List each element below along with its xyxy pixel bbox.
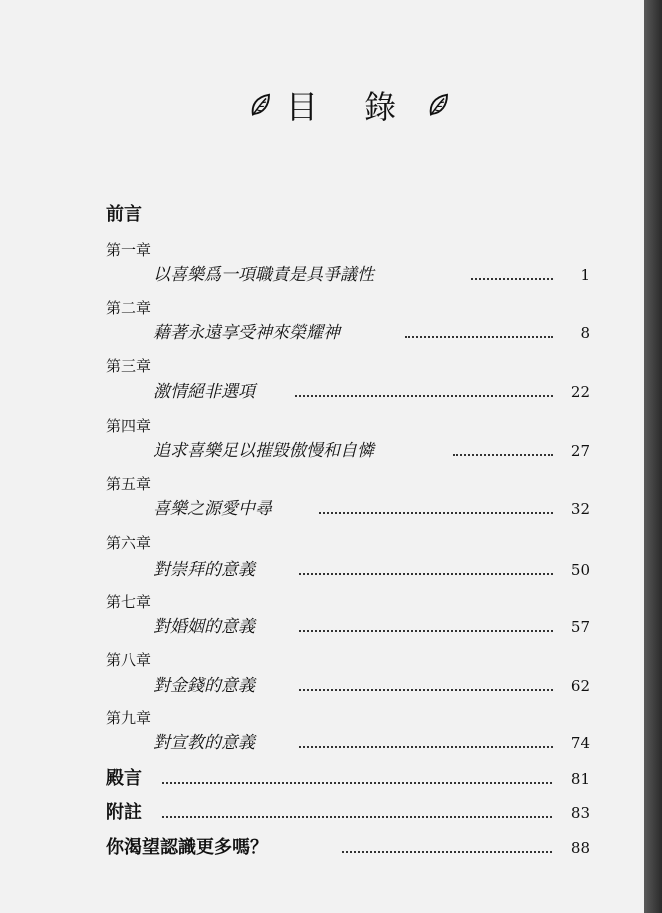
dot-leader — [299, 573, 553, 575]
toc-title-text: 目 錄 — [285, 88, 415, 126]
page-number: 8 — [580, 324, 590, 342]
page-number: 27 — [570, 442, 590, 460]
dot-leader — [162, 816, 552, 818]
page-number: 62 — [570, 677, 590, 695]
dot-leader — [319, 512, 553, 514]
page-number: 88 — [570, 839, 590, 857]
dot-leader — [453, 454, 553, 456]
toc-entry-chapter-2[interactable] — [153, 321, 590, 345]
chapter-title: 對婚姻的意義 — [153, 617, 255, 637]
leaf-icon — [250, 88, 272, 122]
chapter-label: 第二章 — [106, 299, 152, 317]
chapter-title: 激情絕非選項 — [153, 382, 255, 402]
toc-entry-chapter-1[interactable] — [153, 263, 590, 287]
chapter-title: 喜樂之源愛中尋 — [153, 499, 272, 519]
dot-leader — [162, 782, 552, 784]
chapter-title: 以喜樂爲一項職責是具爭議性 — [153, 265, 374, 285]
chapter-title: 追求喜樂足以摧毀傲慢和自憐 — [153, 441, 374, 461]
chapter-label: 第三章 — [106, 357, 152, 375]
toc-entry-epilogue[interactable] — [106, 767, 590, 791]
chapter-label: 第四章 — [106, 417, 152, 435]
page-number: 1 — [580, 266, 590, 284]
toc-entry-chapter-7[interactable] — [153, 615, 590, 639]
page-number: 50 — [570, 561, 590, 579]
chapter-title: 對宣教的意義 — [153, 733, 255, 753]
dot-leader — [295, 395, 553, 397]
page-number: 22 — [570, 383, 590, 401]
dot-leader — [405, 336, 553, 338]
page-number: 32 — [570, 500, 590, 518]
dot-leader — [299, 630, 553, 632]
toc-entry-chapter-4[interactable] — [153, 439, 590, 463]
page-number: 57 — [570, 618, 590, 636]
dot-leader — [342, 851, 552, 853]
dot-leader — [299, 746, 553, 748]
chapter-title: 對崇拜的意義 — [153, 560, 255, 580]
chapter-title: 藉著永遠享受神來榮耀神 — [153, 323, 340, 343]
entry-title: 附註 — [106, 802, 142, 823]
chapter-label: 第九章 — [106, 709, 152, 727]
page-edge-shadow — [644, 0, 662, 913]
toc-entry-chapter-3[interactable] — [153, 380, 590, 404]
toc-entry-chapter-8[interactable] — [153, 674, 590, 698]
dot-leader — [299, 689, 553, 691]
chapter-label: 第一章 — [106, 241, 152, 259]
chapter-label: 第五章 — [106, 475, 152, 493]
entry-title: 殿言 — [106, 768, 142, 789]
page-number: 74 — [570, 734, 590, 752]
entry-title: 你渴望認識更多嗎？ — [106, 837, 268, 858]
toc-entry-learn-more[interactable] — [106, 836, 590, 860]
leaf-icon — [428, 88, 450, 122]
toc-entry-notes[interactable] — [106, 801, 590, 825]
page-number: 81 — [570, 770, 590, 788]
toc-entry-chapter-9[interactable] — [153, 731, 590, 755]
chapter-label: 第八章 — [106, 651, 152, 669]
toc-title — [250, 80, 450, 130]
toc-entry-chapter-5[interactable] — [153, 497, 590, 521]
dot-leader — [471, 278, 553, 280]
chapter-label: 第六章 — [106, 534, 152, 552]
page-number: 83 — [570, 804, 590, 822]
chapter-label: 第七章 — [106, 593, 152, 611]
preface-heading[interactable]: 前言 — [106, 204, 142, 225]
toc-entry-chapter-6[interactable] — [153, 558, 590, 582]
chapter-title: 對金錢的意義 — [153, 676, 255, 696]
